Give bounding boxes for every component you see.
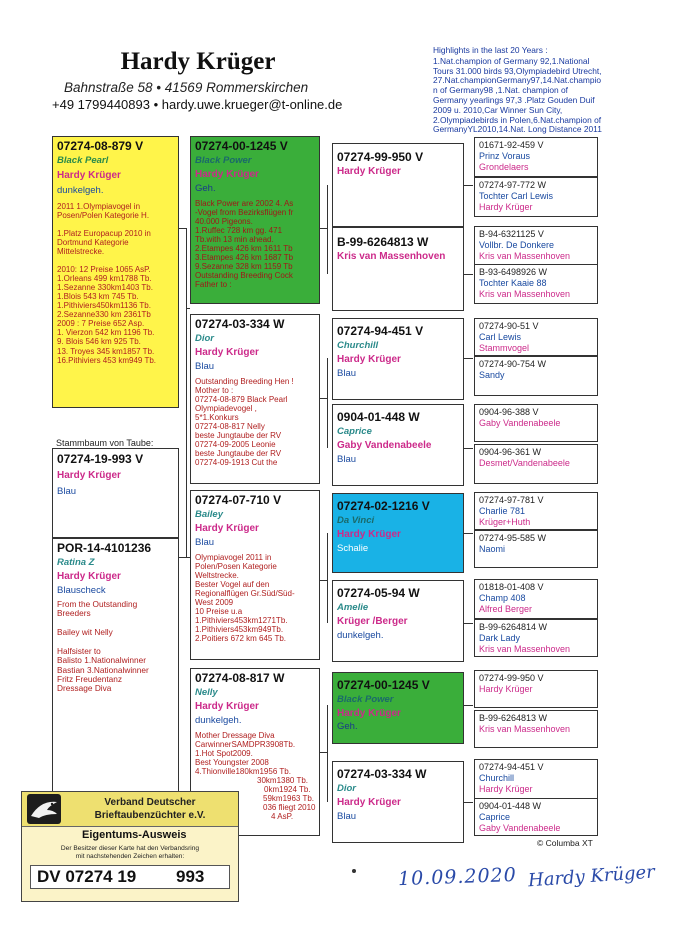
father-note: 1.Platz Europacup 2010 in (57, 229, 151, 239)
card-title: Eigentums-Ausweis (82, 829, 187, 841)
father-note: 2009 : 7 Preise 652 Asp. (57, 319, 145, 329)
grandsire-note: 40.000 Pigeons. (195, 217, 253, 227)
grandsire-maternal-card (190, 490, 320, 660)
connector (178, 228, 186, 229)
gen3-card-3 (332, 318, 464, 400)
connector (186, 228, 187, 558)
gen4-card (474, 137, 598, 177)
grandsire-maternal-owner: Hardy Krüger (195, 523, 259, 534)
gen3-owner: Hardy Krüger (337, 354, 401, 365)
bird-card (52, 448, 179, 538)
bird-owner: Hardy Krüger (57, 470, 121, 481)
mother-name: Ratina Z (57, 557, 95, 568)
granddam-note: 07274-08-879 Black Pearl (195, 395, 288, 405)
grandsire-maternal-note: Bester Vogel auf den (195, 580, 270, 590)
gen4-card (474, 759, 598, 799)
gen4-id: 0904-01-448 W (479, 801, 542, 811)
gen3-color: Blau (337, 368, 357, 379)
connector (327, 533, 328, 623)
granddam-notes (195, 377, 315, 467)
granddam-maternal-note: Mother Dressage Diva (195, 731, 275, 740)
grandsire-note: -Vogel from Bezirksflügen fr (195, 208, 294, 218)
grandsire-note: Black Power are 2002 4. As (195, 199, 294, 208)
gen3-id: 07274-00-1245 V (337, 678, 430, 692)
father-notes (57, 202, 174, 365)
gen3-color: Blau (337, 454, 357, 465)
gen4-card (474, 177, 598, 217)
grandsire-maternal-name: Bailey (195, 509, 223, 520)
mother-id: POR-14-4101236 (57, 541, 152, 555)
grandsire-maternal-note: 1.Pithiviers453km949Tb. (195, 625, 284, 635)
gen4-name: Vollbr. De Donkere (479, 240, 555, 251)
granddam-note: beste Jungtaube der RV (195, 449, 282, 459)
pigeon-logo-icon (27, 794, 61, 824)
father-id: 07274-08-879 V (57, 139, 144, 153)
gen4-name: Champ 408 (479, 593, 526, 604)
gen4-name: Sandy (479, 370, 505, 381)
gen4-card (474, 619, 598, 657)
mother-owner: Hardy Krüger (57, 571, 121, 582)
granddam-card (190, 314, 320, 484)
grandsire-maternal-note: 2.Poitiers 672 km 645 Tb. (195, 634, 287, 644)
granddam-color: Blau (195, 361, 215, 372)
gen4-owner: Grondelaers (479, 162, 529, 173)
gen4-name: Carl Lewis (479, 332, 522, 343)
highlights-line: 2009 u. 2010,Car Winner Sun City, (433, 104, 563, 115)
father-note: 2011 1.Olympiavogel in (57, 202, 141, 211)
gen4-id: 07274-90-51 V (479, 321, 539, 331)
gen3-owner: Krüger /Berger (337, 616, 408, 627)
father-note: Dortmund Kategorie (57, 238, 129, 248)
gen4-owner: Gaby Vandenabeele (479, 418, 561, 429)
highlights-line: GermanyYL2010,14.Nat. Long Distance 2011 (433, 124, 602, 135)
granddam-maternal-id: 07274-08-817 W (195, 671, 285, 685)
gen4-name: Charlie 781 (479, 506, 526, 517)
gen4-name: Churchill (479, 773, 515, 784)
gen4-owner: Kris van Massenhoven (479, 644, 571, 655)
gen4-card (474, 492, 598, 530)
gen3-name: Da Vinci (337, 515, 375, 526)
bird-color: Blau (57, 486, 77, 497)
ownership-card (21, 791, 239, 902)
card-text2: mit nachstehenden Zeichen erhalten: (75, 853, 185, 860)
gen3-owner: Gaby Vandenabeele (337, 440, 432, 451)
gen4-card (474, 226, 598, 266)
gen3-id: 0904-01-448 W (337, 410, 420, 424)
gen3-name: Caprice (337, 426, 372, 437)
granddam-name: Dior (195, 333, 214, 344)
grandsire-card (190, 136, 320, 304)
granddam-note: Olympiadevogel , (195, 404, 257, 414)
father-note: Mittelstrecke. (57, 247, 105, 257)
gen4-owner: Krüger+Huth (479, 517, 531, 528)
breeder-address: Bahnstraße 58 • 41569 Rommerskirchen (64, 80, 309, 95)
connector (463, 185, 473, 186)
connector (319, 580, 327, 581)
highlights (433, 46, 648, 135)
handwritten-date: 10.09.2020 (397, 863, 518, 891)
gen4-name: Naomi (479, 544, 506, 555)
connector (319, 752, 327, 753)
connector (463, 533, 473, 534)
grandsire-maternal-note: Olympiavogel 2011 in (195, 553, 272, 562)
granddam-maternal-note: 4 AsP. (271, 812, 294, 822)
connector (319, 398, 327, 399)
mother-note: Bastian 3.Nationalwinner (57, 664, 149, 675)
grandsire-note: 2.Etampes 426 km 1611 Tb (195, 244, 293, 254)
father-note: 2010: 12 Preise 1065 AsP. (57, 265, 151, 275)
gen4-card (474, 579, 598, 619)
granddam-maternal-note: Best Youngster 2008 (195, 758, 269, 768)
mother-note: Breeders (57, 608, 91, 619)
gen3-name: Churchill (337, 340, 379, 351)
gen4-id: 01818-01-408 V (479, 582, 544, 592)
gen3-owner: Hardy Krüger (337, 166, 401, 177)
gen3-id: B-99-6264813 W (337, 235, 429, 249)
connector (463, 274, 473, 275)
gen3-name: Dior (337, 783, 356, 794)
gen4-id: 07274-94-451 V (479, 762, 544, 772)
father-note: 13. Troyes 345 km1857 Tb. (57, 346, 155, 356)
bird-id: 07274-19-993 V (57, 452, 144, 466)
mother-note: From the Outstanding (57, 599, 138, 609)
father-note: 9. Blois 546 km 925 Tb. (57, 337, 141, 347)
highlights-line: Germany yearlings 97,3 .Platz Gouden Duif (433, 94, 595, 105)
connector (463, 358, 473, 359)
gen3-owner: Hardy Krüger (337, 708, 401, 719)
gen4-id: 01671-92-459 V (479, 140, 544, 150)
grandsire-color: Geh. (195, 183, 216, 194)
grandsire-maternal-note: Polen/Posen Kategorie (195, 562, 277, 572)
gen4-owner: Kris van Massenhoven (479, 724, 571, 735)
connector (327, 358, 328, 448)
grandsire-maternal-note: 10 Preise u.a (195, 607, 243, 617)
father-color: dunkelgeh. (57, 185, 104, 196)
gen3-id: 07274-99-950 V (337, 150, 424, 164)
gen3-card-8 (332, 761, 464, 843)
signature: Hardy Krüger (527, 861, 656, 892)
connector (186, 308, 190, 309)
card-org1: Verband Deutscher (104, 797, 196, 808)
gen4-id: 0904-96-361 W (479, 447, 542, 457)
granddam-maternal-note: 036 fliegt 2010 (263, 803, 316, 813)
gen3-card-6 (332, 580, 464, 662)
father-name: Black Pearl (57, 155, 109, 166)
grandsire-note: 9.Sezanne 328 km 1159 Tb (195, 262, 293, 272)
gen3-card-5 (332, 493, 464, 573)
connector (463, 448, 473, 449)
gen3-name: Amelie (337, 602, 369, 613)
gen3-owner: Hardy Krüger (337, 529, 401, 540)
highlights-title: Highlights in the last 20 Years : (433, 45, 548, 55)
gen4-card (474, 318, 598, 356)
connector (463, 705, 473, 706)
gen4-card (474, 264, 598, 304)
gen4-owner: Hardy Krüger (479, 684, 533, 695)
ring-number-box (30, 865, 230, 889)
mother-card (52, 538, 179, 794)
grandsire-note: Outstanding Breeding Cock (195, 271, 293, 281)
father-note: 1. Vierzon 542 km 1196 Tb. (57, 328, 155, 338)
gen3-name: Black Power (337, 694, 394, 705)
granddam-maternal-color: dunkelgeh. (195, 715, 242, 726)
gen4-owner: Gaby Vandenabeele (479, 823, 561, 834)
gen4-id: 07274-95-585 W (479, 533, 547, 543)
gen4-card (474, 356, 598, 396)
gen4-owner: Desmet/Vandenabeele (479, 458, 570, 469)
grandsire-note: Father to : (195, 280, 232, 290)
gen4-id: B-99-6264814 W (479, 622, 548, 632)
gen3-card-1 (332, 143, 464, 227)
granddam-maternal-owner: Hardy Krüger (195, 701, 259, 712)
gen4-id: 07274-90-754 W (479, 359, 547, 369)
connector (327, 705, 328, 802)
granddam-id: 07274-03-334 W (195, 317, 285, 331)
gen4-card (474, 710, 598, 748)
centerline-mark (352, 869, 356, 873)
gen3-color: Schalie (337, 543, 369, 554)
grandsire-note: 1.Ruffec 728 km gg. 471 (195, 226, 283, 236)
gen4-owner: Hardy Krüger (479, 784, 533, 795)
father-note: 1.Pithiviers450km1136 Tb. (57, 301, 151, 311)
gen3-color: dunkelgeh. (337, 630, 384, 641)
father-card (52, 136, 179, 408)
granddam-note: beste Jungtaube der RV (195, 431, 282, 441)
gen4-owner: Kris van Massenhoven (479, 251, 571, 262)
highlights-line: Tours 31.000 birds 93,Olympiadebird Utrecht, (433, 65, 602, 76)
gen4-name: Tochter Kaaie 88 (479, 278, 547, 289)
card-text1: Der Besitzer dieser Karte hat den Verbandsring (60, 845, 200, 852)
grandsire-note: Tb.with 13 min ahead. (195, 235, 274, 245)
gen3-card-4 (332, 404, 464, 486)
ring-number: DV 07274 19 (37, 867, 137, 886)
gen4-owner: Hardy Krüger (479, 202, 533, 213)
gen3-id: 07274-02-1216 V (337, 499, 430, 513)
granddam-note: 07274-09-1913 Cut the (195, 458, 278, 468)
mother-note: Halfsister to (57, 645, 101, 656)
father-note (57, 220, 174, 229)
gen4-name: Tochter Carl Lewis (479, 191, 554, 202)
gen3-id: 07274-94-451 V (337, 324, 424, 338)
highlights-line: n of Germany98 ,1.Nat. champion of (433, 85, 569, 96)
mother-note: Balisto 1.Nationalwinner (57, 655, 147, 666)
mother-color: Blauscheck (57, 585, 106, 596)
grandsire-name: Black Power (195, 155, 252, 166)
gen3-card-7 (332, 672, 464, 744)
connector (327, 185, 328, 274)
gen4-name: Dark Lady (479, 633, 521, 644)
gen4-id: 0904-96-388 V (479, 407, 539, 417)
granddam-maternal-note: 1.Hot Spot2009. (195, 749, 253, 759)
grandsire-id: 07274-00-1245 V (195, 139, 288, 153)
gen3-color: Blau (337, 811, 357, 822)
grandsire-maternal-note: Regionalflügen Gr.Süd/Süd- (195, 589, 295, 599)
granddam-maternal-name: Nelly (195, 687, 218, 698)
gen4-name: Prinz Voraus (479, 151, 531, 162)
grandsire-maternal-note: West 2009 (195, 598, 234, 608)
ring-serial: 993 (176, 867, 205, 886)
highlights-line: 1.Nat.champion of Germany 92,1.National (433, 55, 590, 66)
grandsire-maternal-note: Weltstrecke. (195, 571, 239, 581)
gen3-color: Geh. (337, 721, 358, 732)
highlights-line: 27.Nat.championGermany97,14.Nat.champio (433, 75, 602, 86)
gen4-card (474, 530, 598, 568)
granddam-maternal-note: CarwinnerSAMDPR3908Tb. (195, 740, 296, 750)
copyright: © Columba XT (537, 838, 593, 848)
gen4-id: B-94-6321125 V (479, 229, 544, 239)
gen4-owner: Kris van Massenhoven (479, 289, 571, 300)
breeder-contact: +49 1799440893 • hardy.uwe.krueger@t-online.de (52, 97, 343, 112)
granddam-note: Outstanding Breeding Hen ! (195, 377, 294, 386)
grandsire-notes (195, 199, 315, 289)
grandsire-maternal-note: 1.Pithiviers453km1271Tb. (195, 616, 288, 626)
grandsire-note: 3.Etampes 426 km 1687 Tb (195, 253, 294, 263)
breeder-name: Hardy Krüger (120, 48, 276, 75)
mother-notes (57, 600, 174, 694)
gen3-owner: Hardy Krüger (337, 797, 401, 808)
granddam-note: Mother to : (195, 386, 234, 396)
pedigree-label: Stammbaum von Taube: (56, 438, 154, 448)
gen4-id: B-93-6498926 W (479, 267, 548, 277)
mother-note: Fritz Freudentanz (57, 674, 123, 684)
gen4-id: 07274-97-781 V (479, 495, 544, 505)
mother-note: Bailey wit Nelly (57, 627, 113, 638)
gen4-owner: Alfred Berger (479, 604, 533, 615)
highlights-line: 2.Olympiadebirds in Polen,6.Nat.champion of (433, 114, 602, 125)
mother-note: Dressage Diva (57, 683, 112, 694)
father-note: 1.Sezanne 330km1403 Tb. (57, 283, 153, 293)
father-note: 2.Sezanne330 km 2361Tb (57, 310, 151, 320)
father-note (57, 256, 174, 265)
gen4-card (474, 444, 598, 484)
grandsire-maternal-id: 07274-07-710 V (195, 493, 282, 507)
granddam-note: 07274-08-817 Nelly (195, 422, 265, 432)
grandsire-maternal-notes (195, 553, 315, 643)
granddam-maternal-note: 4.Thionville180km1956 Tb. (195, 767, 291, 777)
granddam-maternal-note: 30km1380 Tb. (257, 776, 308, 786)
connector (178, 557, 186, 558)
granddam-owner: Hardy Krüger (195, 347, 259, 358)
gen4-id: 07274-99-950 V (479, 673, 544, 683)
father-note: 1.Orleans 499 km1788 Tb. (57, 274, 152, 284)
gen3-id: 07274-05-94 W (337, 586, 420, 600)
gen3-id: 07274-03-334 W (337, 767, 427, 781)
gen4-name: Caprice (479, 812, 511, 823)
connector (463, 802, 473, 803)
gen4-id: B-99-6264813 W (479, 713, 548, 723)
gen4-card (474, 404, 598, 442)
gen4-card (474, 670, 598, 708)
granddam-maternal-note: 0km1924 Tb. (264, 785, 311, 795)
gen4-owner: Stammvogel (479, 343, 530, 354)
gen4-id: 07274-97-772 W (479, 180, 547, 190)
granddam-maternal-note: 59km1963 Tb. (263, 794, 314, 804)
connector (463, 623, 473, 624)
granddam-note: 07274-09-2005 Leonie (195, 440, 276, 450)
granddam-note: 5*1.Konkurs (195, 413, 239, 423)
connector (319, 228, 327, 229)
gen4-card (474, 798, 598, 836)
grandsire-maternal-color: Blau (195, 537, 215, 548)
grandsire-owner: Hardy Krüger (195, 169, 259, 180)
father-owner: Hardy Krüger (57, 170, 121, 181)
card-org2: Brieftaubenzüchter e.V. (94, 810, 206, 821)
father-note: Posen/Polen Kategorie H. (57, 211, 150, 221)
gen3-card-2 (332, 227, 464, 311)
father-note: 16.Pithiviers 453 km949 Tb. (57, 355, 157, 365)
gen3-owner: Kris van Massenhoven (337, 251, 446, 262)
father-note: 1.Blois 543 km 745 Tb. (57, 292, 139, 302)
